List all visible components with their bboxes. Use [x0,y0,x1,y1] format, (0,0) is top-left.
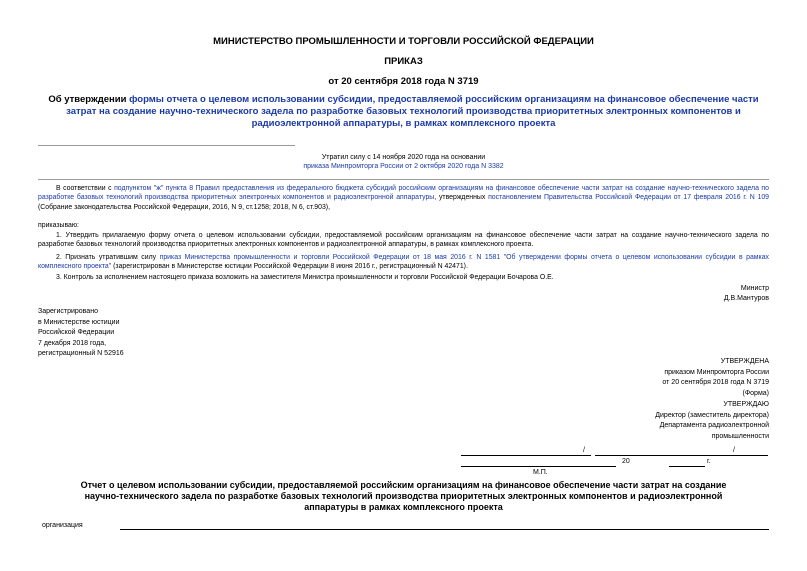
approval-block [655,357,769,443]
approval-line: Директор (заместитель директора) [655,411,769,419]
signature-role: Министр [740,285,769,292]
year-prefix: 20 [622,458,630,465]
title-prefix: Об утверждении [48,94,130,105]
approval-line: промышленности [711,432,769,440]
signature-line[interactable] [461,455,591,456]
date-year-line[interactable] [669,466,705,467]
signature-block [724,284,769,303]
registration-line: регистрационный N 52916 [38,350,124,357]
item-2-text: 2. Признать утратившим силу [56,254,160,261]
item-3: 3. Контроль за исполнением настоящего приказа возложить на заместителя Министра промышленности и торговли Российской Федерации Бочарова О.Е. [56,274,554,281]
item-2-link[interactable]: приказ Министерства промышленности и торговли Российской Федерации от 18 мая 2016 г. N 1581 "Об утверждении формы отчета о целевом использовании субсидии в рамках комплексного проекта" [38,254,769,271]
registration-block [38,307,124,360]
signature-slash-1: / [583,447,585,454]
year-suffix: г. [707,458,711,465]
document-title [38,94,769,130]
registration-line: Зарегистрировано [38,308,98,315]
date-day-month-line[interactable] [461,466,616,467]
preamble-paragraph [38,184,769,212]
registration-line: в Министерстве юстиции [38,318,120,326]
ministry-heading: МИНИСТЕРСТВО ПРОМЫШЛЕННОСТИ И ТОРГОВЛИ РОССИЙСКОЙ ФЕДЕРАЦИИ [213,36,594,47]
signature-name: Д.В.Мантуров [723,295,769,302]
approval-line: от 20 сентября 2018 года N 3719 [662,379,769,387]
approval-line: УТВЕРЖДАЮ [723,400,769,408]
title-link[interactable]: формы отчета о целевом использовании субсидии, предоставляемой российским организациям на финансовое обеспечение части затрат на создание научно-технического задела по разработке базовых технологий производства приоритетных электронных компонентов и радиоэлектронной аппаратуры, в рамках комплексного проекта [66,94,759,129]
approval-line: Департамента радиоэлектронной [659,422,769,430]
preamble-decree-link[interactable]: постановлением Правительства Российской Федерации от 17 февраля 2016 г. N 109 [488,194,769,202]
report-title: Отчет о целевом использовании субсидии, предоставляемой российским организациям на финансовое обеспечение части затрат на создание научно-технического задела по разработке базовых технологий производства приоритетных электронных компонентов и радиоэлектронной аппаратуры в рамках комплексного проекта [80,480,727,513]
organization-input-line[interactable] [120,529,769,530]
separator-line-long [38,179,769,180]
repeal-status-link[interactable]: приказа Минпромторга России от 2 октября 2020 года N 3382 [303,163,504,170]
registration-line: 7 декабря 2018 года, [38,339,107,347]
signature-slash-2: / [733,447,735,454]
separator-line [38,145,295,146]
order-word: приказываю: [38,222,79,229]
approval-line: УТВЕРЖДЕНА [720,358,769,365]
organization-label: организация [42,522,83,529]
repeal-status-text: Утратил силу с 14 ноября 2020 года на основании [321,154,486,161]
item-1: 1. Утвердить прилагаемую форму отчета о целевом использовании субсидии, предоставляемой российским организациям на финансовое обеспечение части затрат на создание научно-технического задела по разработке базовых технологий производства приоритетных электронных компонентов и радиоэлектронной аппаратуры, в рамках комплексного проекта. [38,232,769,249]
doc-date-number: от 20 сентября 2018 года N 3719 [328,76,479,87]
stamp-label: М.П. [533,469,548,476]
preamble-text-2: , утвержденных [434,194,489,202]
preamble-rules-link[interactable]: подпунктом "ж" пункта 8 Правил предоставления из федерального бюджета субсидий российским организациям на финансовое обеспечение части затрат на создание научно-технического задела по разработке базовых технологий производства приоритетных электронных компонентов и радиоэлектронной аппаратуры [38,185,769,202]
preamble-text: В соответствии с [56,185,115,192]
item-2 [38,253,769,272]
repeal-status [0,153,807,171]
approval-line: приказом Минпромторга России [664,368,769,376]
registration-line: Российской Федерации [38,329,115,336]
item-2-text-2: (зарегистрирован в Министерстве юстиции Российской Федерации 8 июня 2016 г., регистрационный N 42471). [111,263,468,271]
approval-line: (Форма) [742,390,769,398]
signature-name-line[interactable] [595,455,768,456]
doc-type-heading: ПРИКАЗ [384,56,423,67]
preamble-text-3: (Собрание законодательства Российской Федерации, 2016, N 9, ст.1258; 2018, N 6, ст.903), [38,203,330,211]
